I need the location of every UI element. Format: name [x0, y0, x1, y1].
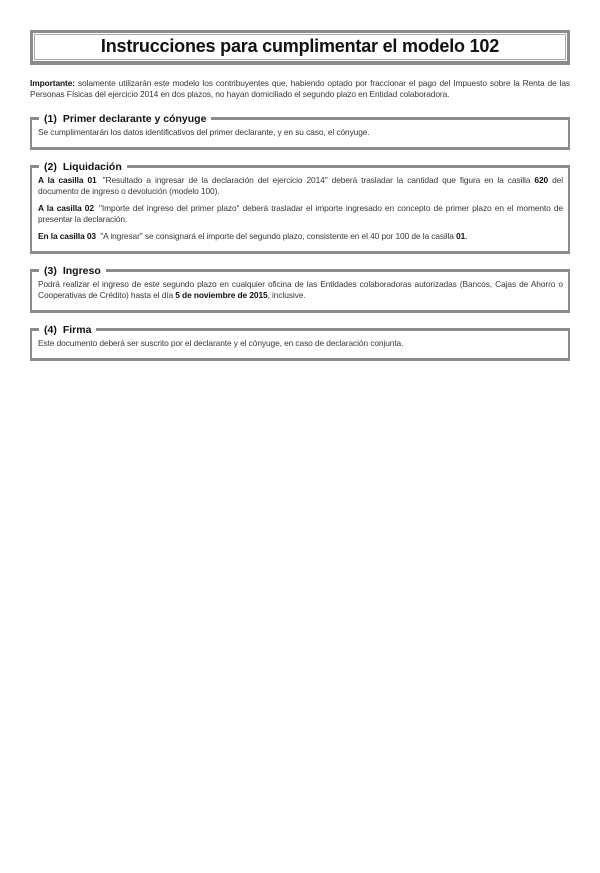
deadline-date: 5 de noviembre de 2015 — [175, 290, 268, 300]
section-primer-declarante-y-conyuge — [30, 112, 570, 150]
paragraph-text: Este documento deberá ser suscrito por el declarante y el cónyuge, en caso de declaración conjunta. — [38, 338, 404, 348]
section-ingreso — [30, 264, 570, 313]
casilla-01-ref: 01 — [456, 231, 466, 241]
casilla-02-label: A la casilla 02 — [38, 203, 94, 213]
paragraph-text: . — [465, 231, 468, 241]
document-title-box — [30, 30, 570, 65]
section-title — [39, 112, 211, 126]
section-title — [39, 264, 106, 278]
section-title — [39, 323, 96, 337]
section-number: (4) — [44, 323, 57, 336]
page-title: Instrucciones para cumplimentar el modelo 102 — [100, 36, 500, 56]
paragraph-text: del documento de ingreso o devolución (modelo 100). — [38, 175, 563, 196]
paragraph-casilla-03 — [38, 231, 563, 242]
importante-text: solamente utilizarán este modelo los contribuyentes que, habiendo optado por fraccionar el pago del Impuesto sobre la Renta de las Personas Físicas del ejercicio 2014 en dos plazos, no hayan domiciliado el segundo plazo en Entidad colaboradora. — [30, 78, 570, 99]
casilla-01-label: A la casilla 01 — [38, 175, 97, 185]
paragraph-text: "A ingresar" se consignará el importe del segundo plazo, consistente en el 40 por 100 de la casilla — [98, 231, 457, 241]
paragraph-casilla-02 — [38, 203, 563, 225]
section-number: (1) — [44, 112, 57, 125]
paragraph-text: , inclusive. — [267, 290, 306, 300]
section-title — [39, 160, 127, 174]
paragraph-ingreso — [38, 279, 563, 301]
casilla-620-ref: 620 — [534, 175, 549, 185]
paragraph-text: "Resultado a ingresar de la declaración del ejercicio 2014" deberá trasladar la cantidad que figura en la casilla — [98, 175, 535, 185]
paragraph-text: "Importe del ingreso del primer plazo" deberá trasladar el importe ingresado en concepto de primer plazo en el momento de presentar la declaración. — [38, 203, 563, 224]
paragraph-casilla-01 — [38, 175, 563, 197]
section-firma — [30, 323, 570, 361]
section-name: Ingreso — [62, 264, 101, 277]
importante-label: Importante: — [30, 78, 75, 88]
importante-note — [30, 78, 570, 100]
casilla-03-label: En la casilla 03 — [38, 231, 96, 241]
section-number: (2) — [44, 160, 57, 173]
paragraph — [38, 127, 563, 138]
document-title-inner-border — [34, 34, 566, 60]
section-name: Liquidación — [62, 160, 122, 173]
section-number: (3) — [44, 264, 57, 277]
paragraph-firma — [38, 338, 563, 349]
section-name: Firma — [62, 323, 92, 336]
section-liquidacion — [30, 160, 570, 254]
paragraph-text: Se cumplimentarán los datos identificativos del primer declarante, y en su caso, el cónyuge. — [38, 127, 370, 137]
paragraph-text: Podrá realizar el ingreso de este segundo plazo en cualquier oficina de las Entidades colaboradoras autorizadas (Bancos, Cajas de Ahorro o Cooperativas de Crédito) hasta el día — [38, 279, 563, 300]
section-name: Primer declarante y cónyuge — [62, 112, 207, 125]
